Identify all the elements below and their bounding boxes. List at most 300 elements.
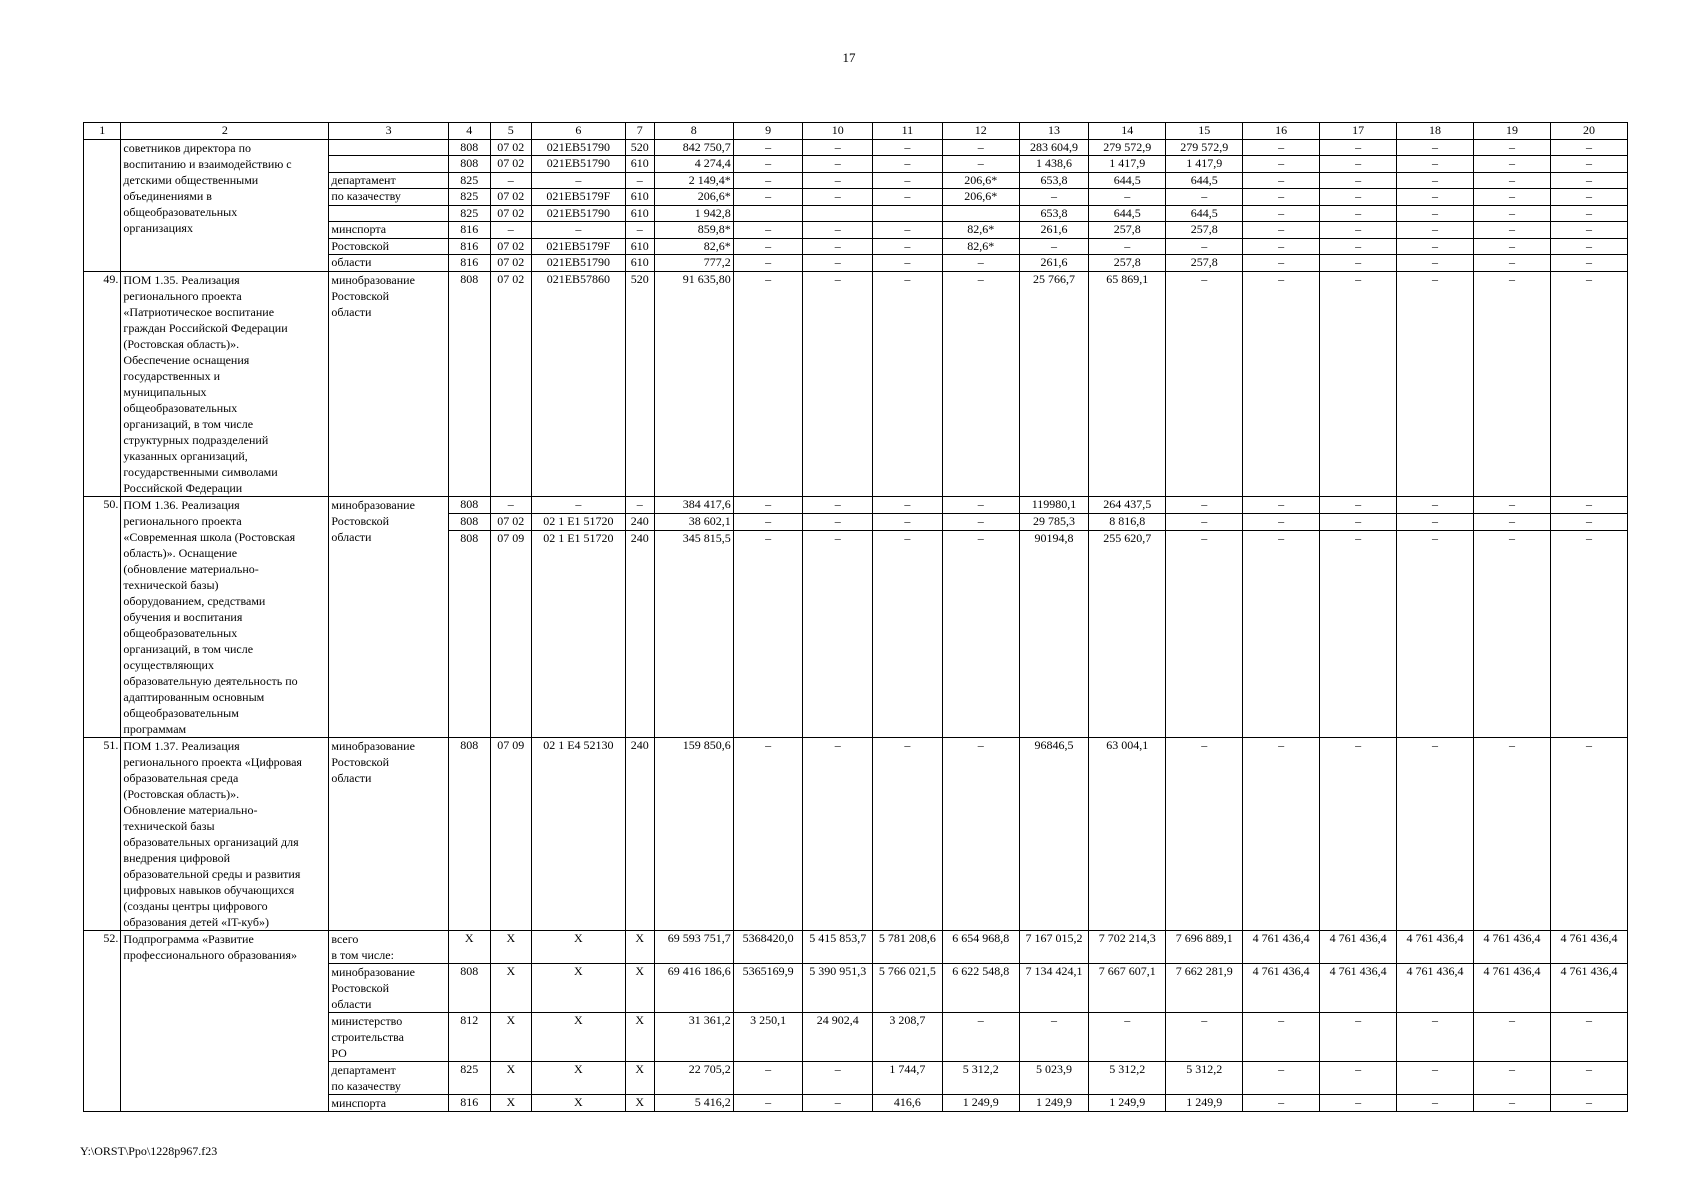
value-cell: – — [1550, 139, 1627, 156]
value-cell: – — [490, 172, 532, 189]
value-cell: Х — [532, 930, 626, 963]
value-cell: 4 761 436,4 — [1474, 930, 1551, 963]
cell-text-line: образовательная среда — [123, 770, 239, 785]
page-number: 17 — [842, 50, 856, 65]
value-cell: – — [1474, 737, 1551, 930]
value-cell: 825 — [448, 172, 490, 189]
value-cell: – — [733, 513, 803, 530]
value-cell: – — [625, 172, 654, 189]
cell-text-line: регионального проекта «Цифровая — [123, 754, 302, 769]
value-cell: – — [1243, 513, 1320, 530]
cell-text-line: минобразование — [331, 964, 415, 979]
value-cell: 4 274,4 — [654, 156, 733, 173]
value-cell: 7 696 889,1 — [1166, 930, 1243, 963]
value-cell: 02 1 E4 52130 — [532, 737, 626, 930]
value-cell: – — [1019, 1012, 1089, 1061]
row-number-cell — [84, 139, 121, 271]
value-cell: – — [1166, 1012, 1243, 1061]
value-cell: – — [1474, 156, 1551, 173]
value-cell: Х — [625, 963, 654, 1012]
column-number-cell: 2 — [121, 123, 329, 140]
value-cell: – — [942, 496, 1019, 513]
cell-text-line: граждан Российской Федерации — [123, 320, 288, 335]
value-cell: – — [873, 189, 943, 206]
value-cell: Х — [532, 1012, 626, 1061]
value-cell: 1 249,9 — [1019, 1094, 1089, 1111]
value-cell: 808 — [448, 496, 490, 513]
row-number-cell: 52. — [84, 930, 121, 1111]
value-cell: 5 390 951,3 — [803, 963, 873, 1012]
value-cell: – — [803, 513, 873, 530]
value-cell: – — [1550, 737, 1627, 930]
value-cell: – — [803, 496, 873, 513]
value-cell: Х — [625, 1061, 654, 1094]
value-cell: – — [1550, 1061, 1627, 1094]
value-cell: 2 149,4* — [654, 172, 733, 189]
value-cell: 021EB5179F — [532, 238, 626, 255]
activity-name-cell — [121, 496, 329, 737]
value-cell: Х — [490, 1061, 532, 1094]
value-cell: – — [1474, 271, 1551, 496]
value-cell: – — [1166, 496, 1243, 513]
cell-text-line: области — [331, 770, 372, 785]
value-cell: – — [1397, 139, 1474, 156]
value-cell: – — [1320, 238, 1397, 255]
value-cell: 4 761 436,4 — [1397, 963, 1474, 1012]
value-cell: – — [942, 737, 1019, 930]
value-cell: – — [942, 271, 1019, 496]
value-cell: 255 620,7 — [1089, 531, 1166, 737]
value-cell: – — [873, 172, 943, 189]
value-cell: 842 750,7 — [654, 139, 733, 156]
value-cell: 7 702 214,3 — [1089, 930, 1166, 963]
value-cell: – — [1474, 513, 1551, 530]
value-cell: – — [733, 1061, 803, 1094]
cell-text-line: Ростовской — [331, 288, 390, 303]
value-cell: – — [803, 172, 873, 189]
cell-text-line: структурных подразделений — [123, 432, 269, 447]
value-cell: 4 761 436,4 — [1550, 963, 1627, 1012]
value-cell: – — [1243, 496, 1320, 513]
value-cell: 1 744,7 — [873, 1061, 943, 1094]
column-number-cell: 5 — [490, 123, 532, 140]
value-cell: 021EB51790 — [532, 139, 626, 156]
value-cell: – — [1397, 737, 1474, 930]
value-cell: – — [625, 496, 654, 513]
value-cell: 07 02 — [490, 156, 532, 173]
row-number-cell: 50. — [84, 496, 121, 737]
value-cell: – — [1474, 222, 1551, 239]
value-cell: – — [733, 255, 803, 272]
cell-text-line: ПОМ 1.35. Реализация — [123, 272, 240, 287]
value-cell: – — [532, 496, 626, 513]
value-cell: 653,8 — [1019, 172, 1089, 189]
value-cell: 257,8 — [1166, 255, 1243, 272]
value-cell: – — [733, 496, 803, 513]
column-number-cell: 6 — [532, 123, 626, 140]
value-cell: 6 654 968,8 — [942, 930, 1019, 963]
value-cell: 07 09 — [490, 531, 532, 737]
value-cell: – — [873, 255, 943, 272]
value-cell: – — [1320, 737, 1397, 930]
value-cell: – — [1550, 205, 1627, 222]
value-cell: – — [733, 1094, 803, 1111]
cell-text-line: осуществляющих — [123, 657, 214, 672]
value-cell: 1 942,8 — [654, 205, 733, 222]
cell-text-line: оборудованием, средствами — [123, 593, 266, 608]
value-cell: Х — [625, 930, 654, 963]
executor-cell — [329, 930, 449, 963]
value-cell: – — [733, 222, 803, 239]
value-cell: – — [1019, 189, 1089, 206]
value-cell: Х — [490, 930, 532, 963]
value-cell: – — [733, 238, 803, 255]
value-cell: – — [1550, 271, 1627, 496]
cell-text-line: строительства — [331, 1029, 404, 1044]
executor-cell — [329, 205, 449, 222]
value-cell: 07 02 — [490, 271, 532, 496]
value-cell: – — [1243, 531, 1320, 737]
value-cell: – — [1474, 1012, 1551, 1061]
value-cell: 91 635,80 — [654, 271, 733, 496]
cell-text-line: организаций, в том числе — [123, 641, 254, 656]
cell-text-line: область)». Оснащение — [123, 545, 238, 560]
cell-text-line: (обновление материально- — [123, 561, 259, 576]
value-cell: – — [1320, 1012, 1397, 1061]
value-cell: 257,8 — [1166, 222, 1243, 239]
column-number-cell: 18 — [1397, 123, 1474, 140]
value-cell: – — [942, 139, 1019, 156]
executor-cell — [329, 496, 449, 737]
value-cell: – — [1320, 271, 1397, 496]
value-cell: – — [1243, 238, 1320, 255]
value-cell: 206,6* — [942, 189, 1019, 206]
value-cell: – — [1243, 172, 1320, 189]
value-cell: Х — [532, 963, 626, 1012]
value-cell: – — [1474, 1061, 1551, 1094]
value-cell: – — [942, 255, 1019, 272]
value-cell: 644,5 — [1166, 205, 1243, 222]
value-cell: – — [1397, 1094, 1474, 1111]
value-cell: – — [1166, 271, 1243, 496]
value-cell: – — [733, 172, 803, 189]
value-cell: 345 815,5 — [654, 531, 733, 737]
cell-text-line: Ростовской — [331, 754, 390, 769]
executor-cell: Ростовской — [329, 238, 449, 255]
value-cell: 257,8 — [1089, 255, 1166, 272]
row-number-cell: 51. — [84, 737, 121, 930]
value-cell: – — [1550, 156, 1627, 173]
value-cell: 021EB51790 — [532, 156, 626, 173]
value-cell: 808 — [448, 963, 490, 1012]
column-number-cell: 4 — [448, 123, 490, 140]
value-cell: 6 622 548,8 — [942, 963, 1019, 1012]
value-cell: 4 761 436,4 — [1397, 930, 1474, 963]
value-cell: – — [1474, 189, 1551, 206]
value-cell: – — [1474, 238, 1551, 255]
executor-cell — [329, 963, 449, 1012]
value-cell: – — [1397, 189, 1474, 206]
value-cell: 07 09 — [490, 737, 532, 930]
activity-name-cell — [121, 737, 329, 930]
column-number-cell: 19 — [1474, 123, 1551, 140]
value-cell: 4 761 436,4 — [1243, 963, 1320, 1012]
value-cell: – — [1243, 1012, 1320, 1061]
value-cell: – — [1550, 531, 1627, 737]
value-cell: 07 02 — [490, 205, 532, 222]
value-cell: 07 02 — [490, 139, 532, 156]
table-row — [84, 271, 1628, 496]
value-cell: – — [1397, 205, 1474, 222]
value-cell: 644,5 — [1089, 172, 1166, 189]
cell-text-line: организаций, в том числе — [123, 416, 254, 431]
value-cell: – — [873, 496, 943, 513]
value-cell: 69 593 751,7 — [654, 930, 733, 963]
value-cell: – — [1243, 189, 1320, 206]
value-cell: 610 — [625, 189, 654, 206]
value-cell: – — [803, 238, 873, 255]
value-cell: 69 416 186,6 — [654, 963, 733, 1012]
value-cell: – — [803, 156, 873, 173]
value-cell: – — [1550, 238, 1627, 255]
value-cell: – — [1550, 1012, 1627, 1061]
value-cell: – — [733, 271, 803, 496]
value-cell: – — [733, 737, 803, 930]
cell-text-line: воспитанию и взаимодействию с — [123, 156, 292, 171]
value-cell: – — [942, 156, 1019, 173]
column-number-cell: 16 — [1243, 123, 1320, 140]
value-cell: Х — [490, 1012, 532, 1061]
value-cell: – — [1397, 238, 1474, 255]
value-cell: 261,6 — [1019, 222, 1089, 239]
value-cell: 859,8* — [654, 222, 733, 239]
value-cell: 65 869,1 — [1089, 271, 1166, 496]
value-cell: 7 134 424,1 — [1019, 963, 1089, 1012]
cell-text-line: образовательных организаций для — [123, 834, 299, 849]
cell-text-line: Российской Федерации — [123, 480, 243, 495]
value-cell: – — [942, 513, 1019, 530]
value-cell: – — [1243, 222, 1320, 239]
cell-text-line: государственными символами — [123, 464, 278, 479]
value-cell: – — [1397, 255, 1474, 272]
value-cell: 812 — [448, 1012, 490, 1061]
cell-text-line: «Патриотическое воспитание — [123, 304, 275, 319]
value-cell: 206,6* — [942, 172, 1019, 189]
value-cell: 82,6* — [942, 238, 1019, 255]
cell-text-line: (Ростовская область)». — [123, 336, 240, 351]
value-cell: 02 1 E1 51720 — [532, 531, 626, 737]
budget-table — [83, 122, 1628, 1112]
value-cell: – — [1089, 189, 1166, 206]
value-cell: 816 — [448, 238, 490, 255]
activity-name-cell — [121, 271, 329, 496]
value-cell: 279 572,9 — [1166, 139, 1243, 156]
value-cell: – — [873, 513, 943, 530]
value-cell: 416,6 — [873, 1094, 943, 1111]
value-cell: 808 — [448, 513, 490, 530]
cell-text-line: Подпрограмма «Развитие — [123, 931, 254, 946]
cell-text-line: общеобразовательных — [123, 400, 238, 415]
value-cell: – — [1320, 513, 1397, 530]
value-cell: 283 604,9 — [1019, 139, 1089, 156]
value-cell: 777,2 — [654, 255, 733, 272]
value-cell: 02 1 E1 51720 — [532, 513, 626, 530]
value-cell: – — [1166, 513, 1243, 530]
cell-text-line: минспорта — [331, 1095, 387, 1110]
value-cell: 520 — [625, 139, 654, 156]
column-number-cell: 17 — [1320, 123, 1397, 140]
value-cell: – — [1320, 496, 1397, 513]
column-number-cell: 13 — [1019, 123, 1089, 140]
value-cell: – — [1320, 139, 1397, 156]
value-cell: 07 02 — [490, 238, 532, 255]
value-cell: 610 — [625, 205, 654, 222]
value-cell: – — [1550, 222, 1627, 239]
column-number-cell: 20 — [1550, 123, 1627, 140]
value-cell: 07 02 — [490, 513, 532, 530]
executor-cell — [329, 737, 449, 930]
cell-text-line: минобразование — [331, 497, 415, 512]
row-number-cell: 49. — [84, 271, 121, 496]
cell-text-line: цифровых навыков обучающихся — [123, 882, 295, 897]
table-row — [84, 737, 1628, 930]
value-cell: – — [803, 1061, 873, 1094]
cell-text-line: регионального проекта — [123, 513, 242, 528]
value-cell: 610 — [625, 156, 654, 173]
value-cell: – — [1320, 205, 1397, 222]
value-cell: 5368420,0 — [733, 930, 803, 963]
value-cell: 38 602,1 — [654, 513, 733, 530]
value-cell: 816 — [448, 255, 490, 272]
value-cell: 4 761 436,4 — [1474, 963, 1551, 1012]
value-cell: – — [1550, 189, 1627, 206]
value-cell: 808 — [448, 531, 490, 737]
cell-text-line: Обеспечение оснащения — [123, 352, 250, 367]
value-cell: – — [873, 156, 943, 173]
value-cell: 1 417,9 — [1089, 156, 1166, 173]
cell-text-line: (созданы центры цифрового — [123, 898, 268, 913]
value-cell: 5 781 208,6 — [873, 930, 943, 963]
value-cell: Х — [532, 1094, 626, 1111]
value-cell: 22 705,2 — [654, 1061, 733, 1094]
value-cell: – — [490, 222, 532, 239]
value-cell: 5 023,9 — [1019, 1061, 1089, 1094]
executor-cell — [329, 156, 449, 173]
cell-text-line: Ростовской — [331, 513, 390, 528]
cell-text-line: общеобразовательным — [123, 705, 239, 720]
activity-name-cell — [121, 930, 329, 1111]
value-cell: – — [1397, 156, 1474, 173]
value-cell: – — [1397, 1012, 1474, 1061]
value-cell: 021EB51790 — [532, 205, 626, 222]
value-cell: 279 572,9 — [1089, 139, 1166, 156]
cell-text-line: Обновление материально- — [123, 802, 258, 817]
value-cell: 021EB51790 — [532, 255, 626, 272]
value-cell: – — [1474, 255, 1551, 272]
value-cell: – — [1397, 271, 1474, 496]
value-cell: – — [1320, 1061, 1397, 1094]
value-cell: – — [1243, 205, 1320, 222]
value-cell: – — [1397, 222, 1474, 239]
column-number-row — [84, 123, 1628, 140]
executor-cell: по казачеству — [329, 189, 449, 206]
value-cell: 4 761 436,4 — [1320, 963, 1397, 1012]
value-cell: – — [873, 222, 943, 239]
file-path-footer: Y:\ORST\Ppo\1228p967.f23 — [80, 1144, 218, 1158]
value-cell: 5 415 853,7 — [803, 930, 873, 963]
value-cell: 4 761 436,4 — [1243, 930, 1320, 963]
value-cell: 384 417,6 — [654, 496, 733, 513]
value-cell: – — [803, 531, 873, 737]
value-cell: 825 — [448, 189, 490, 206]
value-cell: – — [873, 139, 943, 156]
cell-text-line: минобразование — [331, 272, 415, 287]
value-cell: 63 004,1 — [1089, 737, 1166, 930]
value-cell: – — [1320, 1094, 1397, 1111]
cell-text-line: всего — [331, 931, 359, 946]
cell-text-line: по казачеству — [331, 1078, 401, 1093]
cell-text-line: обучения и воспитания — [123, 609, 243, 624]
value-cell: – — [1550, 496, 1627, 513]
cell-text-line: области — [331, 529, 372, 544]
value-cell: 159 850,6 — [654, 737, 733, 930]
table-row — [84, 496, 1628, 513]
value-cell: – — [942, 1012, 1019, 1061]
column-number-cell: 7 — [625, 123, 654, 140]
cell-text-line: технической базы — [123, 818, 215, 833]
value-cell: 240 — [625, 531, 654, 737]
value-cell: 520 — [625, 271, 654, 496]
cell-text-line: общеобразовательных — [123, 204, 238, 219]
cell-text-line: организациях — [123, 220, 193, 235]
cell-text-line: образовательную деятельность по — [123, 673, 298, 688]
cell-text-line: детскими общественными — [123, 172, 259, 187]
executor-cell — [329, 1094, 449, 1111]
value-cell: 24 902,4 — [803, 1012, 873, 1061]
value-cell: – — [733, 139, 803, 156]
value-cell: 240 — [625, 513, 654, 530]
cell-text-line: (Ростовская область)». — [123, 786, 240, 801]
value-cell: 5 312,2 — [942, 1061, 1019, 1094]
value-cell: – — [490, 496, 532, 513]
value-cell: 825 — [448, 205, 490, 222]
value-cell: 3 208,7 — [873, 1012, 943, 1061]
value-cell: – — [1019, 238, 1089, 255]
column-number-cell: 1 — [84, 123, 121, 140]
value-cell: 82,6* — [942, 222, 1019, 239]
value-cell: – — [1474, 531, 1551, 737]
cell-text-line: образовательной среды и развития — [123, 866, 301, 881]
value-cell: – — [873, 531, 943, 737]
value-cell: – — [803, 255, 873, 272]
executor-cell — [329, 139, 449, 156]
value-cell: – — [1474, 1094, 1551, 1111]
cell-text-line: министерство — [331, 1013, 403, 1028]
value-cell: – — [1166, 531, 1243, 737]
cell-text-line: указанных организаций, — [123, 448, 248, 463]
value-cell: 1 249,9 — [1166, 1094, 1243, 1111]
cell-text-line: в том числе: — [331, 947, 394, 962]
value-cell: 257,8 — [1089, 222, 1166, 239]
value-cell: – — [733, 531, 803, 737]
value-cell: – — [1166, 238, 1243, 255]
value-cell: 7 667 607,1 — [1089, 963, 1166, 1012]
value-cell: 5365169,9 — [733, 963, 803, 1012]
value-cell: – — [1166, 189, 1243, 206]
value-cell: – — [1320, 189, 1397, 206]
value-cell: 5 312,2 — [1166, 1061, 1243, 1094]
value-cell: 1 438,6 — [1019, 156, 1089, 173]
